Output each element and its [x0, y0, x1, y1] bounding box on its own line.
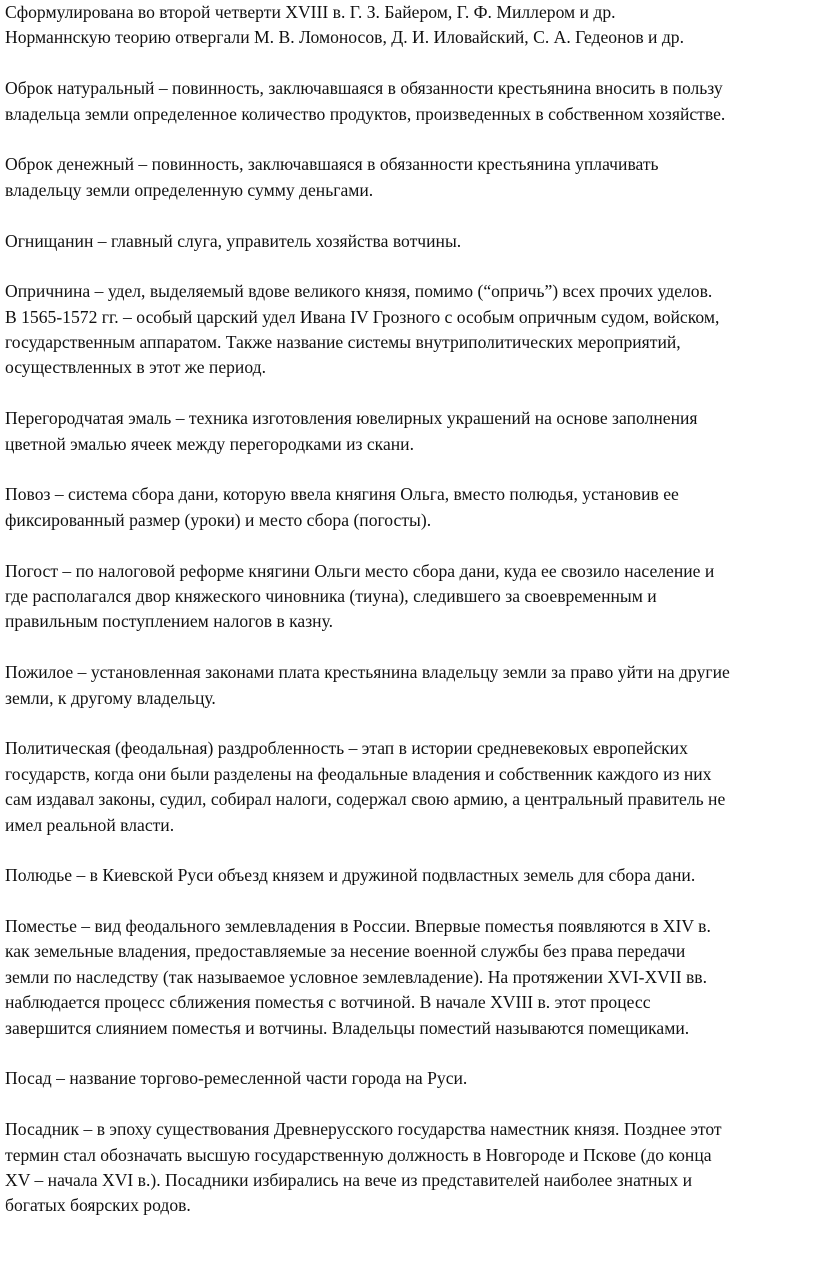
text-line: земли, к другому владельцу.: [5, 687, 216, 708]
text-line: Пожилое – установленная законами плата крестьянина владельцу земли за право уйти на другие: [5, 662, 730, 683]
text-line: Сформулирована во второй четверти XVIII в. Г. З. Байером, Г. Ф. Миллером и др.: [5, 2, 616, 22]
text-line: сам издавал законы, судил, собирал налоги, содержал свою армию, а центральный правитель не: [5, 789, 726, 810]
paragraph-gap: [5, 457, 808, 482]
paragraph-cloisonne-enamel: [5, 406, 808, 457]
text-line: наблюдается процесс сближения поместья с вотчиной. В начале XVIII в. этот процесс: [5, 992, 651, 1013]
paragraph-gap: [5, 51, 808, 76]
text-line: имел реальной власти.: [5, 814, 175, 835]
text-line: Полюдье – в Киевской Руси объезд князем и дружиной подвластных земель для сбора дани.: [5, 865, 696, 886]
text-line: государственным аппаратом. Также название системы внутриполитических мероприятий,: [5, 332, 681, 353]
text-line: В 1565-1572 гг. – особый царский удел Ивана IV Грозного с особым опричным судом, войском,: [5, 306, 720, 327]
text-line: Огнищанин – главный слуга, управитель хозяйства вотчины.: [5, 230, 462, 251]
text-line: Опричнина – удел, выделяемый вдове великого князя, помимо (“опричь”) всех прочих уделов.: [5, 281, 713, 302]
paragraph-gap: [5, 127, 808, 152]
text-line: владельцу земли определенную сумму деньгами.: [5, 179, 374, 200]
text-line: Погост – по налоговой реформе княгини Ольги место сбора дани, куда ее свозило население и: [5, 560, 715, 581]
paragraph-ognishchanin: [5, 229, 808, 254]
paragraph-gap: [5, 381, 808, 406]
text-line: Норманнскую теорию отвергали М. В. Ломоносов, Д. И. Иловайский, С. А. Гедеонов и др.: [5, 27, 684, 48]
paragraph-gap: [5, 635, 808, 660]
paragraph-obrok-natural: [5, 76, 808, 127]
text-line: Повоз – система сбора дани, которую ввела княгиня Ольга, вместо полюдья, установив ее: [5, 484, 679, 505]
paragraph-gap: [5, 889, 808, 914]
text-line: фиксированный размер (уроки) и место сбора (погосты).: [5, 509, 432, 530]
paragraph-pozhiloe: [5, 660, 808, 711]
text-line: завершится слиянием поместья и вотчины. Владельцы поместий называются помещиками.: [5, 1017, 690, 1038]
paragraph-povoz: [5, 482, 808, 533]
text-line: Оброк натуральный – повинность, заключавшаяся в обязанности крестьянина вносить в пользу: [5, 78, 723, 99]
paragraph-gap: [5, 711, 808, 736]
text-line: цветной эмалью ячеек между перегородками из скани.: [5, 433, 414, 454]
text-line: осуществленных в этот же период.: [5, 357, 266, 378]
paragraph-feudal-fragmentation: [5, 736, 808, 838]
text-line: как земельные владения, предоставляемые за несение военной службы без права передачи: [5, 941, 686, 962]
text-line: земли по наследству (так называемое условное землевладение). На протяжении XVI-XVII вв.: [5, 966, 708, 987]
text-line: государств, когда они были разделены на феодальные владения и собственник каждого из них: [5, 763, 712, 784]
paragraph-obrok-money: [5, 152, 808, 203]
paragraph-gap: [5, 533, 808, 558]
paragraph-gap: [5, 838, 808, 863]
text-line: Перегородчатая эмаль – техника изготовления ювелирных украшений на основе заполнения: [5, 408, 698, 429]
paragraph-gap: [5, 1092, 808, 1117]
text-line: термин стал обозначать высшую государственную должность в Новгороде и Пскове (до конца: [5, 1144, 712, 1165]
text-line: Оброк денежный – повинность, заключавшаяся в обязанности крестьянина уплачивать: [5, 154, 659, 175]
paragraph-gap: [5, 254, 808, 279]
text-line: Политическая (феодальная) раздробленность – этап в истории средневековых европейских: [5, 738, 688, 759]
text-line: Посадник – в эпоху существования Древнерусского государства наместник князя. Позднее этот: [5, 1119, 722, 1140]
text-line: где располагался двор княжеского чиновника (тиуна), следившего за своевременным и: [5, 585, 657, 606]
paragraph-pomestye: [5, 914, 808, 1041]
paragraph-posadnik: [5, 1117, 808, 1219]
text-line: Посад – название торгово-ремесленной части города на Руси.: [5, 1068, 468, 1089]
text-line: XV – начала XVI в.). Посадники избирались на вече из представителей наиболее знатных и: [5, 1169, 692, 1190]
text-line: богатых боярских родов.: [5, 1195, 191, 1216]
text-line: правильным поступлением налогов в казну.: [5, 611, 334, 632]
text-line: владельца земли определенное количество продуктов, произведенных в собственном хозяйстве.: [5, 103, 726, 124]
paragraph-posad: [5, 1066, 808, 1091]
paragraph-oprichnina: [5, 279, 808, 381]
paragraph-gap: [5, 1041, 808, 1066]
paragraph-pogost: [5, 559, 808, 635]
paragraph-polyudye: [5, 863, 808, 888]
paragraph-gap: [5, 203, 808, 228]
paragraph-normannist-theory: [5, 0, 808, 51]
text-line: Поместье – вид феодального землевладения в России. Впервые поместья появляются в XIV в.: [5, 916, 711, 937]
